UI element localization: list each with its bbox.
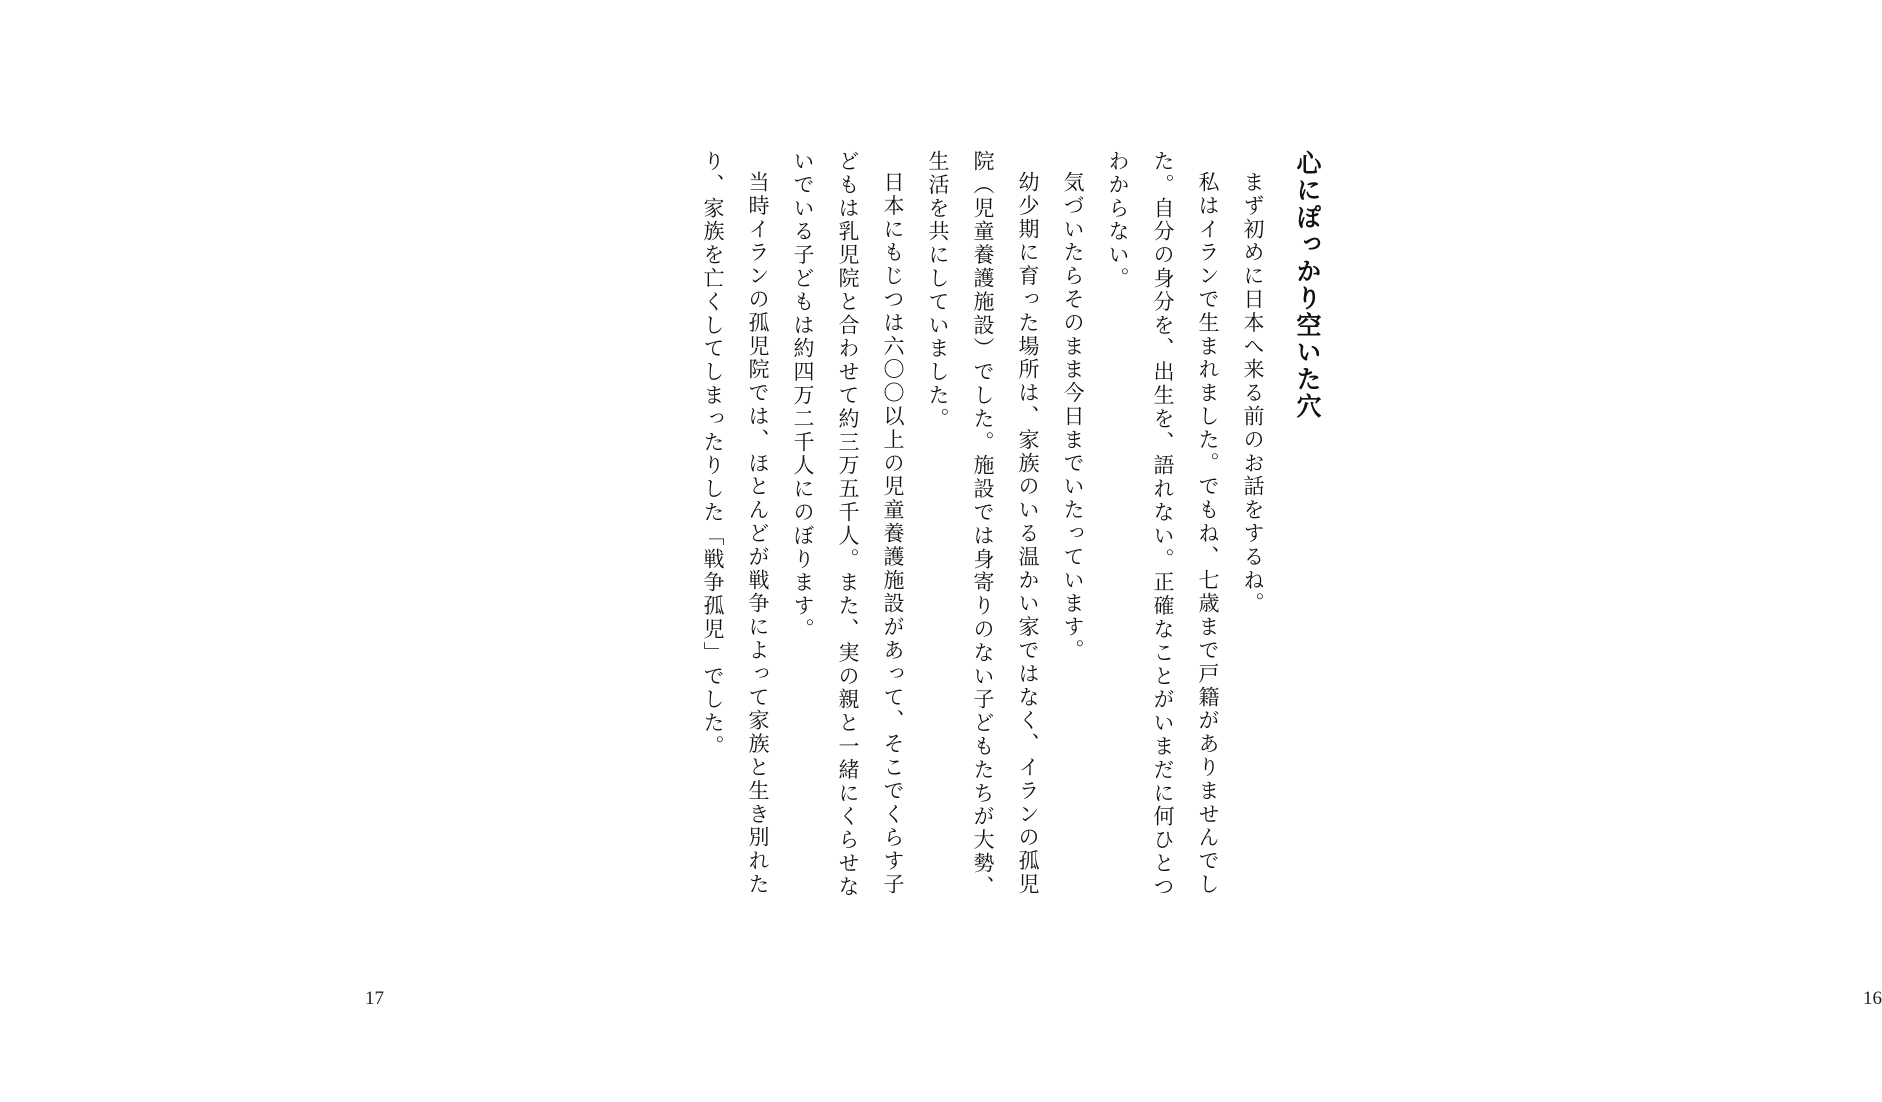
paragraph: 気づいたらそのまま今日までいたっています。 (1061, 171, 1085, 663)
paragraph: 日本にもじつは六〇〇以上の児童養護施設があって、そこでくらす子どもは乳児院と合わせて約三万五千人。また、実の親と一緒にくらせないでいる子どもは約四万二千人にのぼります。 (791, 150, 905, 899)
right-page (701, 0, 1882, 1102)
page-number: 17 (365, 988, 384, 1009)
paragraph: 私はイランで生まれました。でもね、七歳まで戸籍がありませんでした。自分の身分を、出生を、語れない。正確なことがいまだに何ひとつわからない。 (1106, 150, 1220, 899)
page-number: 16 (1863, 988, 1882, 1009)
left-page (0, 0, 750, 1102)
paragraph: 当時イランの孤児院では、ほとんどが戦争によって家族と生き別れたり、家族を亡くしてしまったりした「戦争孤児」でした。 (701, 150, 770, 897)
chapter-title: 心にぽっかり空いた穴 (1293, 150, 1322, 420)
right-page-body (690, 150, 1330, 900)
paragraph: 幼少期に育った場所は、家族のいる温かい家ではなく、イランの孤児院（児童養護施設）でした。施設では身寄りのない子どもたちが大勢、生活を共にしていました。 (926, 150, 1040, 899)
paragraph: まず初めに日本へ来る前のお話をするね。 (1241, 171, 1265, 616)
